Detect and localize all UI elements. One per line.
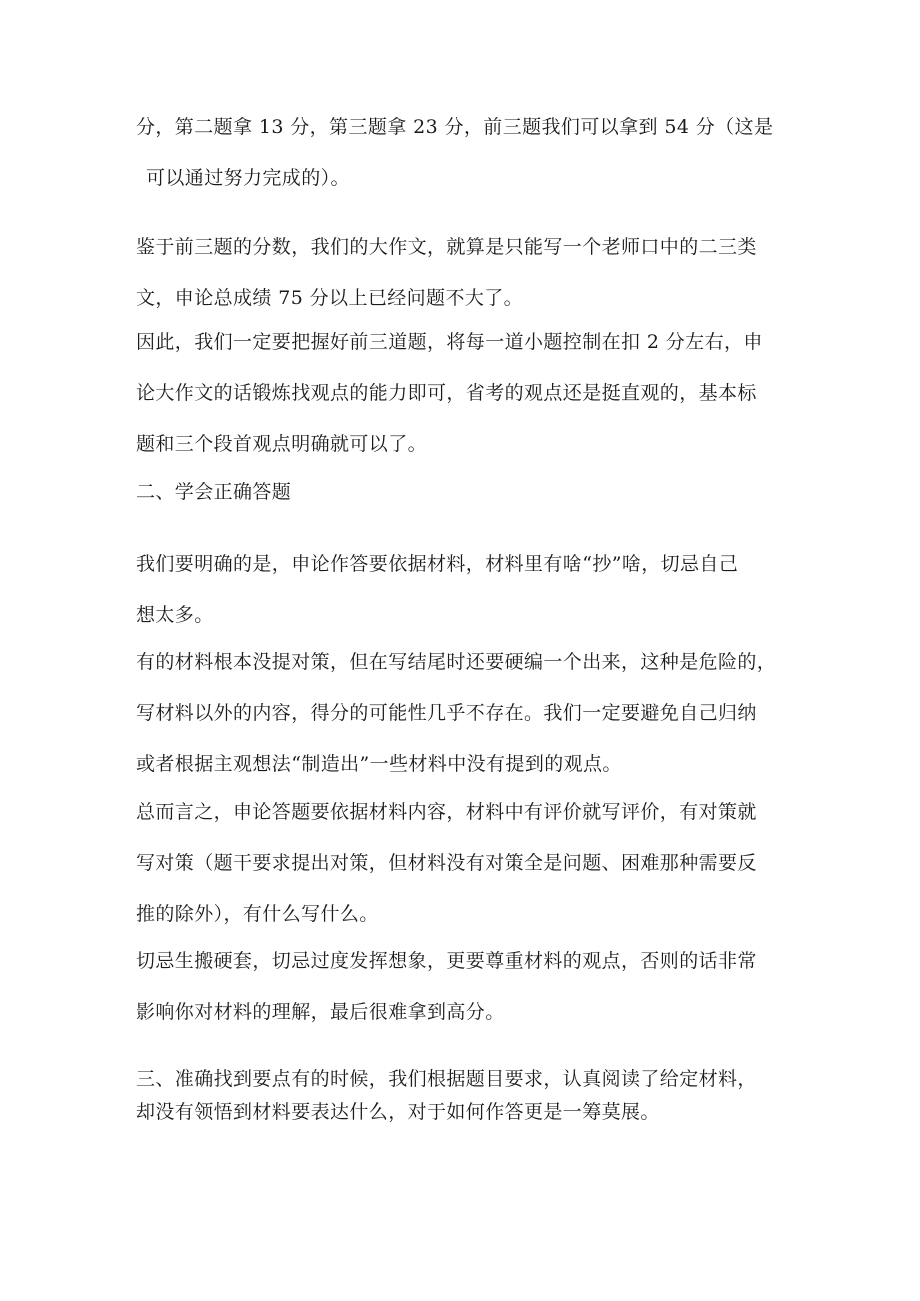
- text-line: 文，申论总成绩 75 分以上已经问题不大了。: [136, 287, 524, 309]
- heading-text: 二、学会正确答题: [136, 481, 292, 503]
- paragraph-5: [136, 637, 786, 790]
- text-line: 切忌生搬硬套，切忌过度发挥想象，更要尊重材料的观点，否则的话非常: [136, 950, 757, 972]
- text-line: 写对策（题干要求提出对策，但材料没有对策全是问题、困难那种需要反: [136, 852, 757, 874]
- text-line: 题和三个段首观点明确就可以了。: [136, 433, 428, 455]
- text-line: 写材料以外的内容，得分的可能性几乎不存在。我们一定要避免自己归纳: [136, 702, 757, 724]
- paragraph-2: [136, 222, 786, 324]
- text-line: 想太多。: [136, 604, 214, 626]
- text-line: 三、准确找到要点有的时候，我们根据题目要求，认真阅读了给定材料，: [136, 1068, 757, 1090]
- paragraph-3: [136, 317, 786, 470]
- text-line: 我们要明确的是，申论作答要依据材料，材料里有啥“抄”啥，切忌自己: [136, 553, 739, 575]
- text-line: 推的除外），有什么写什么。: [136, 903, 379, 925]
- paragraph-1: [136, 102, 786, 204]
- text-line: 有的材料根本没提对策，但在写结尾时还要硬编一个出来，这种是危险的，: [136, 651, 777, 673]
- paragraph-7: [136, 936, 786, 1038]
- section-heading-2: [136, 467, 786, 518]
- text-line: 分，第二题拿 13 分，第三题拿 23 分，前三题我们可以拿到 54 分（这是: [136, 116, 774, 138]
- section-heading-3-paragraph: [136, 1054, 786, 1138]
- text-line: 可以通过努力完成的）。: [146, 167, 350, 189]
- text-line: 因此，我们一定要把握好前三道题，将每一道小题控制在扣 2 分左右，申: [136, 331, 763, 353]
- paragraph-6: [136, 787, 786, 940]
- text-line: 却没有领悟到材料要表达什么，对于如何作答更是一筹莫展。: [136, 1101, 660, 1123]
- paragraph-4: [136, 539, 786, 641]
- text-line: 论大作文的话锻炼找观点的能力即可，省考的观点还是挺直观的，基本标: [136, 382, 757, 404]
- text-line: 总而言之，申论答题要依据材料内容，材料中有评价就写评价，有对策就: [136, 801, 757, 823]
- text-line: 鉴于前三题的分数，我们的大作文，就算是只能写一个老师口中的二三类: [136, 236, 757, 258]
- text-line: 或者根据主观想法“制造出”一些材料中没有提到的观点。: [136, 753, 622, 775]
- text-line: 影响你对材料的理解，最后很难拿到高分。: [136, 1001, 505, 1023]
